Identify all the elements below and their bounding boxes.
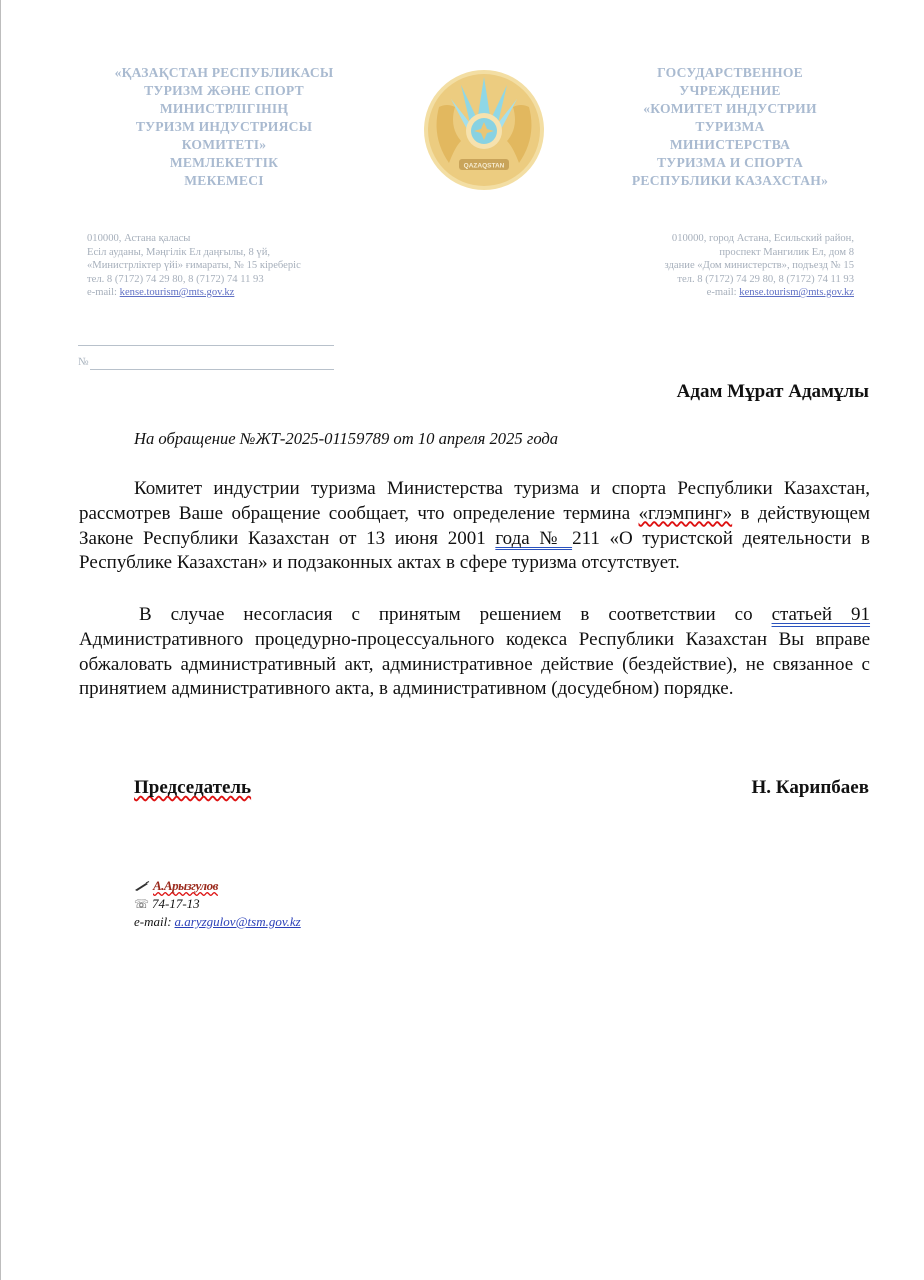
org-line: «ҚАЗАҚСТАН РЕСПУБЛИКАСЫ <box>114 65 334 80</box>
grammar-flagged-phrase[interactable]: статьей 91 <box>771 604 871 625</box>
state-emblem-icon <box>421 67 547 193</box>
executor-row <box>134 877 301 895</box>
reg-number-line <box>90 369 334 370</box>
address-line: здание «Дом министерств», подъезд № 15 <box>664 260 854 271</box>
org-line: ТУРИЗМ ИНДУСТРИЯСЫ <box>135 119 313 134</box>
reg-number-label: № <box>78 356 89 368</box>
body-paragraph-1 <box>79 477 870 576</box>
letterhead-left-org <box>96 64 352 190</box>
org-line: КОМИТЕТІ» <box>181 137 267 152</box>
text-run: Комитет индустрии туризма Министерства туризма и спорта Республики Казахстан, рассмотрев Ваше обращение сообщает, что определение термина <box>79 478 870 524</box>
org-line: ТУРИЗМА И СПОРТА <box>657 155 803 170</box>
email-label: e-mail: <box>87 287 118 298</box>
address-line: 010000, город Астана, Есильский район, <box>671 233 854 244</box>
org-line: МЕКЕМЕСІ <box>184 173 264 188</box>
org-line: МИНИСТРЛІГІНІҢ <box>159 101 289 116</box>
executor-contact <box>134 877 301 931</box>
text-run: в действующем Законе Республики Казахстан от 13 июня 2001 <box>79 502 870 549</box>
email-line <box>665 286 854 300</box>
signatory-role: Председатель <box>134 777 252 798</box>
email-row <box>134 913 301 931</box>
body-paragraph-2 <box>79 603 870 702</box>
phone-icon: ☏ <box>134 897 150 911</box>
text-run: 211 «О туристской деятельности в Республике Казахстан» и подзаконных актах в сфере туризма отсутствует. <box>79 527 870 574</box>
org-line: УЧРЕЖДЕНИЕ <box>679 83 781 98</box>
address-right <box>665 232 854 300</box>
spellcheck-flagged-word[interactable]: «глэмпинг» <box>638 502 733 524</box>
recipient-name: Адам Мұрат Адамұлы <box>676 381 869 402</box>
email-label: e-mail: <box>706 287 737 298</box>
org-line: РЕСПУБЛИКИ КАЗАХСТАН» <box>631 173 829 188</box>
address-line: Есіл ауданы, Мәңгілік Ел даңғылы, 8 үй, <box>87 246 271 258</box>
executor-phone: 74-17-13 <box>152 896 200 911</box>
phone-row <box>134 895 301 913</box>
address-line: «Министрліктер үйі» ғимараты, № 15 кіреберіс <box>87 260 301 271</box>
address-left <box>87 232 301 300</box>
page-edge <box>0 0 1 1280</box>
org-line: МИНИСТЕРСТВА <box>669 137 791 152</box>
executor-name: А.Арызгулов <box>153 878 218 893</box>
email-link[interactable]: kense.tourism@mts.gov.kz <box>119 287 235 298</box>
text-run: Административного процедурно-процессуального кодекса Республики Казахстан Вы вправе обжаловать административный акт, административное действие (бездействие), не связанное с принятием административного акта, в административном (досудебном) порядке. <box>79 628 870 700</box>
letterhead-right-org <box>612 64 848 190</box>
address-line: 010000, Астана қаласы <box>87 233 191 244</box>
address-line: проспект Мангилик Ел, дом 8 <box>719 246 854 258</box>
org-line: ТУРИЗМ ЖӘНЕ СПОРТ <box>144 83 304 98</box>
pen-icon <box>134 881 150 891</box>
address-line: тел. 8 (7172) 74 29 80, 8 (7172) 74 11 93 <box>677 273 854 285</box>
text-run: В случае несогласия с принятым решением в соответствии со <box>139 604 772 625</box>
org-line: «КОМИТЕТ ИНДУСТРИИ <box>643 101 817 116</box>
date-line <box>78 345 334 346</box>
emblem-banner-text: QAZAQSTAN <box>463 162 505 170</box>
org-line: ТУРИЗМА <box>695 119 765 134</box>
email-link[interactable]: kense.tourism@mts.gov.kz <box>739 287 854 298</box>
org-line: МЕМЛЕКЕТТІК <box>169 155 279 170</box>
executor-email-link[interactable]: a.aryzgulov@tsm.gov.kz <box>174 914 301 929</box>
grammar-flagged-phrase[interactable]: года № <box>495 527 573 549</box>
signatory-name: Н. Карипбаев <box>751 777 869 798</box>
email-line <box>87 286 301 300</box>
email-label: e-mail: <box>134 914 172 929</box>
subject-line: На обращение №ЖТ-2025-01159789 от 10 апреля 2025 года <box>134 429 559 448</box>
address-line: тел. 8 (7172) 74 29 80, 8 (7172) 74 11 93 <box>87 273 264 285</box>
org-line: ГОСУДАРСТВЕННОЕ <box>657 65 803 80</box>
